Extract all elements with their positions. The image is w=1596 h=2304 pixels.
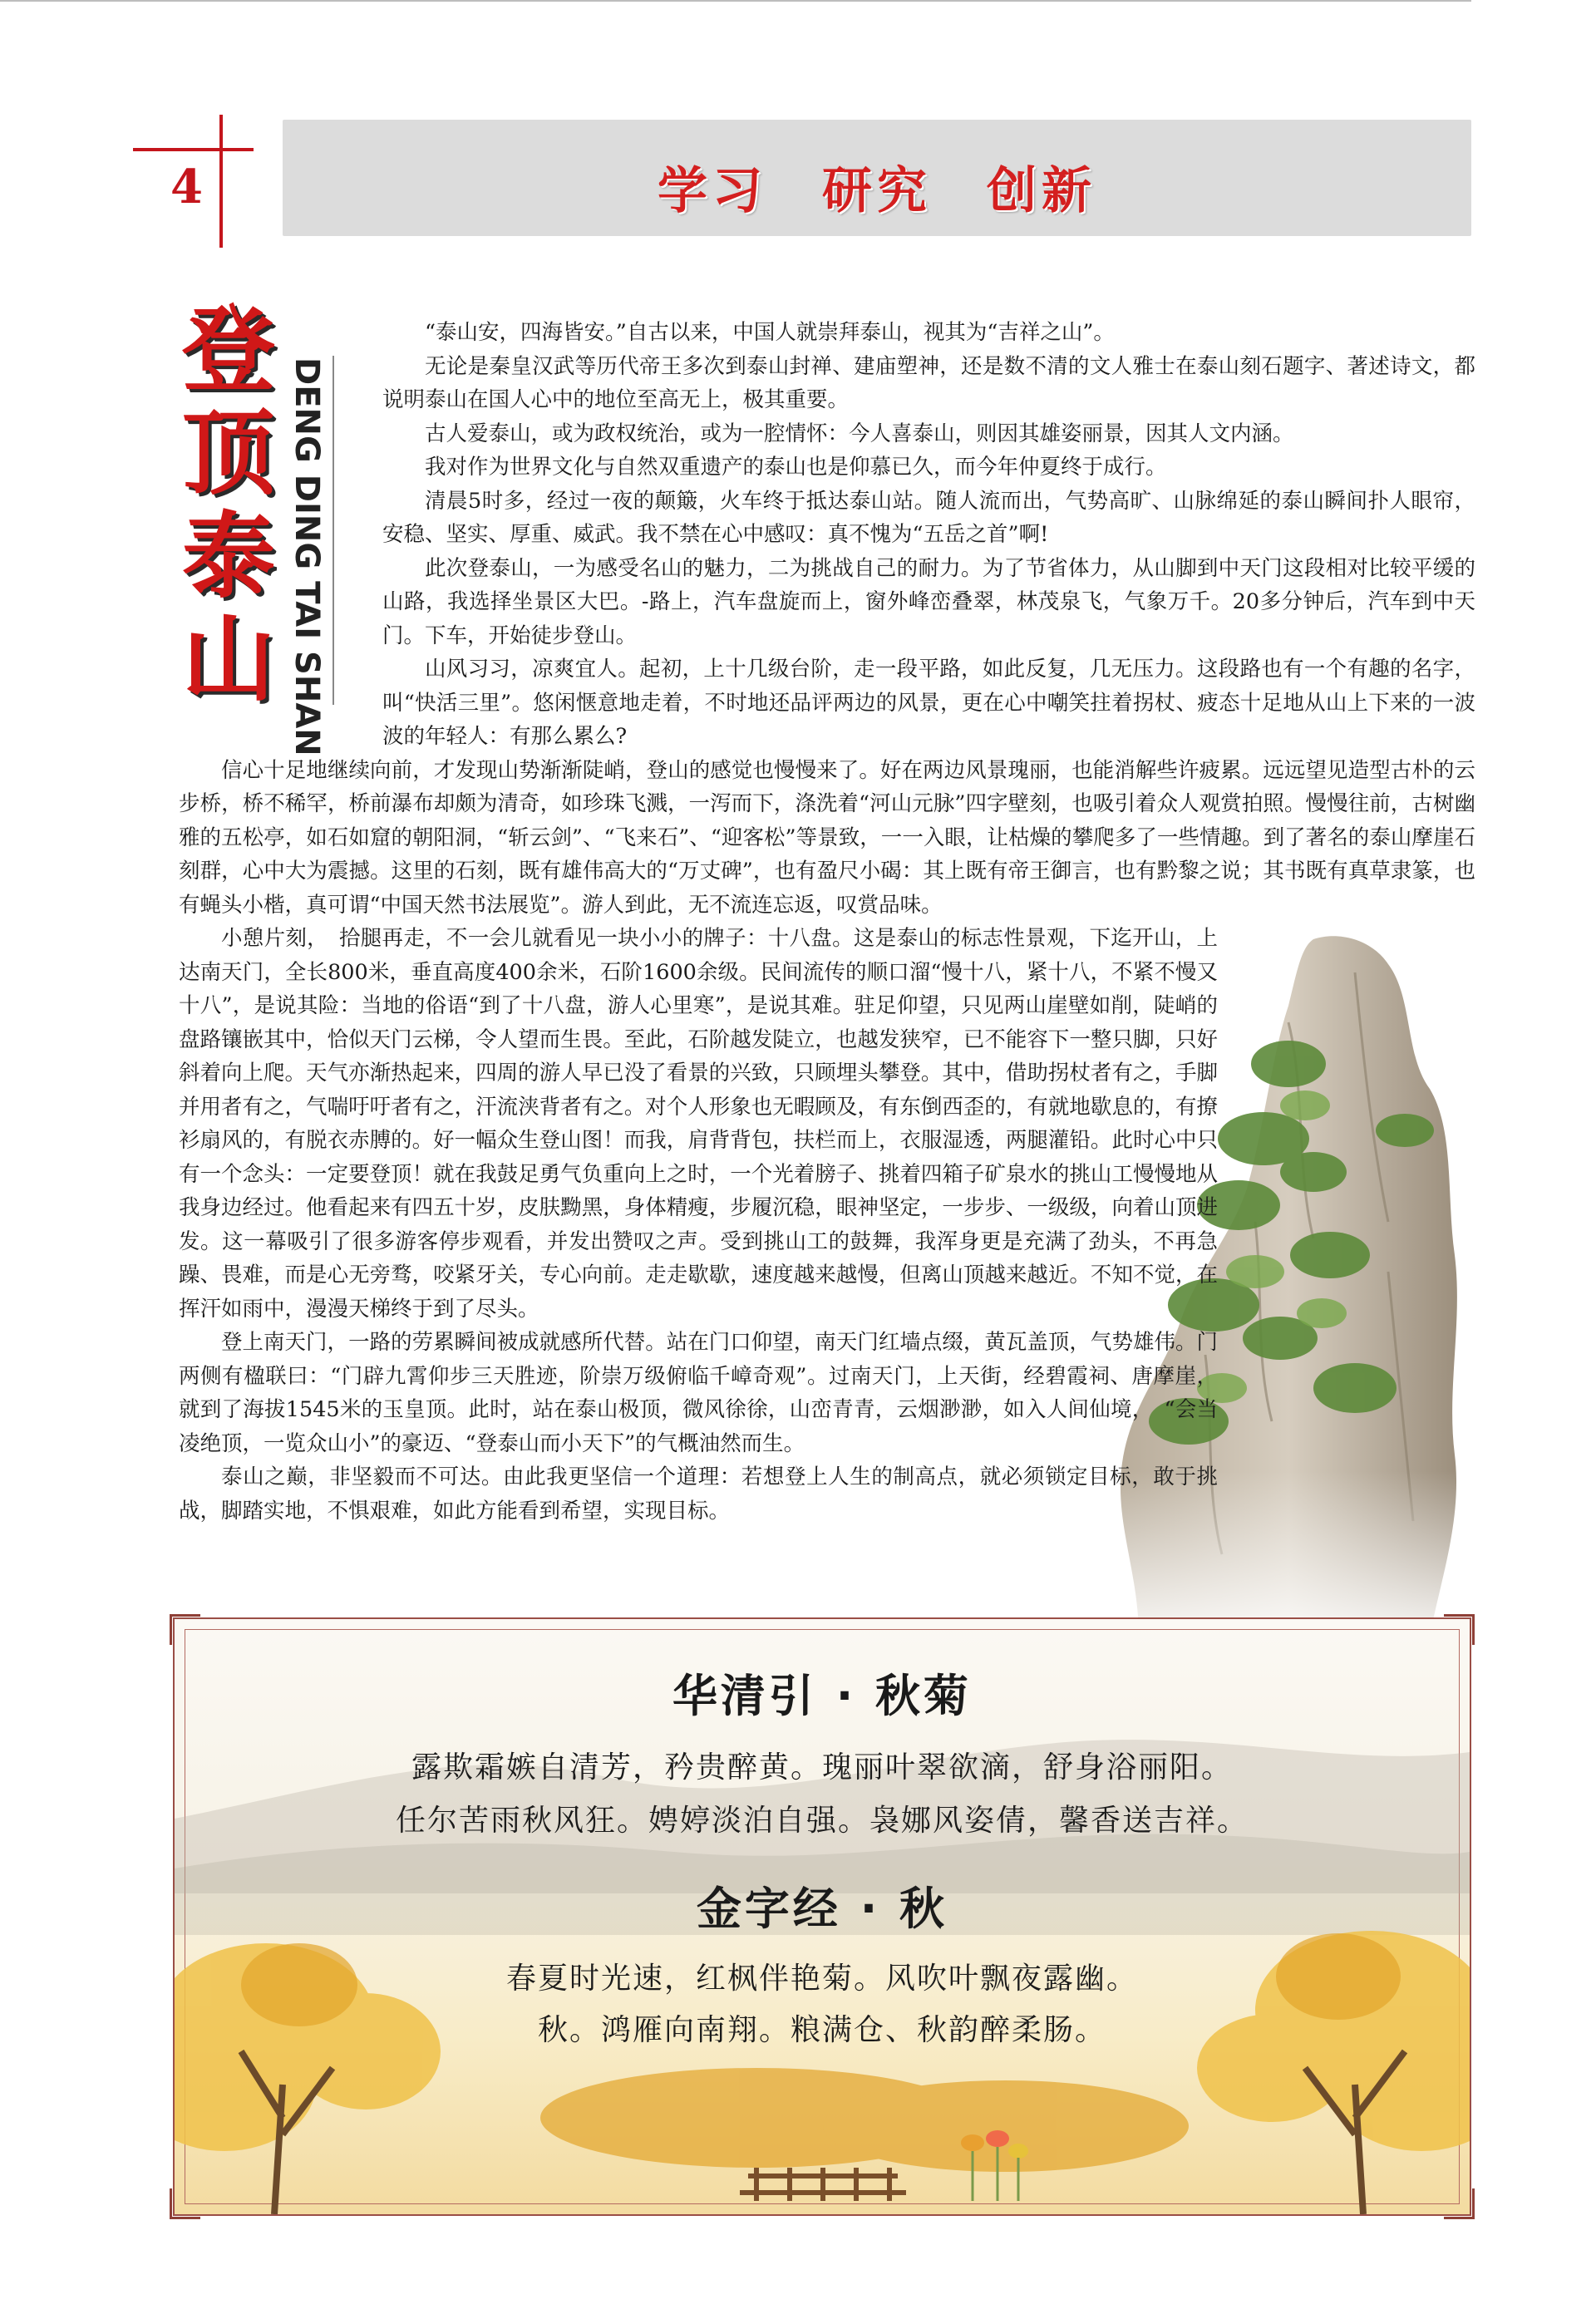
poem-title: 华清引 · 秋菊 [672,1670,973,1722]
article-body [179,316,1475,1528]
page-corner-mark-horizontal [133,148,254,151]
title-char: 登 [182,297,275,405]
poem-line: 春夏时光速，红枫伴艳菊。风吹叶飘夜露幽。 [505,1962,1138,1996]
page-number: 4 [170,160,203,214]
poem-title: 金字经 · 秋 [696,1883,948,1935]
article-paragraph: 泰山之巅，非坚毅而不可达。由此我更坚信一个道理：若想登上人生的制高点，就必须锁定目标，敢于挑战，脚踏实地，不惧艰难，如此方能看到希望，实现目标。 [179,1465,1218,1524]
title-char: 泰 [182,503,275,611]
article-paragraph: 登上南天门，一路的劳累瞬间被成就感所代替。站在门口仰望，南天门红墙点缀，黄瓦盖顶，气势雄伟。门两侧有楹联曰：“门辟九霄仰步三天胜迹，阶崇万级俯临千嶂奇观”。过南天门，上天街，经碧霞祠、唐摩崖，就到了海拔1545米的玉皇顶。此时，站在泰山极顶，微风徐徐，山峦青青，云烟渺渺，如入人间仙境， “会当凌绝顶，一览众山小”的豪迈、“登泰山而小天下”的气概油然而生。 [179,1330,1218,1456]
article-paragraph: 信心十足地继续向前，才发现山势渐渐陡峭，登山的感觉也慢慢来了。好在两边风景瑰丽，也能消解些许疲累。远远望见造型古朴的云步桥，桥不稀罕，桥前瀑布却颇为清奇，如珍珠飞溅，一泻而下，涤洗着“河山元脉”四字壁刻，也吸引着众人观赏拍照。慢慢往前，古树幽雅的五松亭，如石如窟的朝阳洞，“斩云剑”、“飞来石”、“迎客松”等景致，一一入眼，让枯燥的攀爬多了一些情趣。到了著名的泰山摩崖石刻群，心中大为震撼。这里的石刻，既有雄伟高大的“万丈碑”，也有盈尺小碣：其上既有帝王御言，也有黔黎之说；其书既有真草隶篆，也有蝇头小楷，真可谓“中国天然书法展览”。游人到此，无不流连忘返，叹赏品味。 [179,757,1475,918]
article-paragraph: 山风习习，凉爽宜人。起初，上十几级台阶，走一段平路，如此反复，几无压力。这段路也有一个有趣的名字，叫“快活三里”。悠闲惬意地走着，不时地还品评两边的风景，更在心中嘲笑拄着拐杖、疲态十足地从山上下来的一波波的年轻人：有那么累么? [382,657,1475,749]
top-rule [0,0,1471,2]
poem-line: 露欺霜嫉自清芳，矜贵醉黄。瑰丽叶翠欲滴，舒身浴丽阳。 [411,1750,1233,1785]
article-paragraph: 无论是秦皇汉武等历代帝王多次到泰山封禅、建庙塑神，还是数不清的文人雅士在泰山刻石题字、著述诗文，都说明泰山在国人心中的地位至高无上，极其重要。 [382,353,1475,412]
poem-line: 任尔苦雨秋风狂。娉婷淡泊自强。袅娜风姿倩，馨香送吉祥。 [395,1804,1249,1838]
title-char: 顶 [182,400,275,508]
article-paragraph: 清晨5时多，经过一夜的颠簸，火车终于抵达泰山站。随人流而出，气势高旷、山脉绵延的泰山瞬间扑人眼帘，安稳、坚实、厚重、威武。我不禁在心中感叹：真不愧为“五岳之首”啊! [382,488,1475,547]
poem-line: 秋。鸿雁向南翔。粮满仓、秋韵醉柔肠。 [537,2013,1106,2047]
article-paragraph: 小憩片刻， 拾腿再走，不一会儿就看见一块小小的牌子：十八盘。这是泰山的标志性景观，下迄开山，上达南天门，全长800米，垂直高度400余米，石阶1600余级。民间流传的顺口溜“慢十八，紧十八，不紧不慢又十八”，是说其险：当地的俗语“到了十八盘，游人心里寒”，是说其难。驻足仰望，只见两山崖壁如削，陡峭的盘路镶嵌其中，恰似天门云梯，令人望而生畏。至此，石阶越发陡立，也越发狭窄，已不能容下一整只脚，只好斜着向上爬。天气亦渐热起来，四周的游人早已没了看景的兴致，只顾埋头攀登。其中，借助拐杖者有之，手脚并用者有之，气喘吁吁者有之，汗流浃背者有之。对个人形象也无暇顾及，有东倒西歪的，有就地歇息的，有撩衫扇风的，有脱衣赤膊的。好一幅众生登山图！而我，肩背背包，扶栏而上，衣服湿透，两腿灌铅。此时心中只有一个念头：一定要登顶！就在我鼓足勇气负重向上之时，一个光着膀子、挑着四箱子矿泉水的挑山工慢慢地从我身边经过。他看起来有四五十岁，皮肤黝黑，身体精瘦，步履沉稳，眼神坚定，一步步、一级级，向着山顶进发。这一幕吸引了很多游客停步观看，并发出赞叹之声。受到挑山工的鼓舞，我浑身更是充满了劲头，不再急躁、畏难，而是心无旁骛，咬紧牙关，专心向前。走走歇歇，速度越来越慢，但离山顶越来越近。不知不觉，在挥汗如雨中，漫漫天梯终于到了尽头。 [179,926,1218,1322]
article-paragraph: 古人爱泰山，或为政权统治，或为一腔情怀：今人喜泰山，则因其雄姿丽景，因其人文内涵。 [425,421,1294,446]
article-paragraph: “泰山安，四海皆安。”自古以来，中国人就崇拜泰山，视其为“吉祥之山”。 [425,320,1115,345]
article-paragraph: 此次登泰山，一为感受名山的魅力，二为挑战自己的耐力。为了节省体力，从山脚到中天门这段相对比较平缓的山路，我选择坐景区大巴。-路上，汽车盘旋而上，窗外峰峦叠翠，林茂泉飞，气象万千。20多分钟后，汽车到中天门。下车，开始徒步登山。 [382,555,1475,648]
title-pinyin: DENG DING TAI SHAN [288,357,326,756]
poem-panel [173,1617,1471,2216]
article-paragraph: 我对作为世界文化与自然双重遗产的泰山也是仰慕已久，而今年仲夏终于成行。 [425,455,1167,480]
header-slogan: 学习 研究 创新 [658,162,1096,220]
header-band [283,120,1471,236]
title-char: 山 [182,606,275,714]
